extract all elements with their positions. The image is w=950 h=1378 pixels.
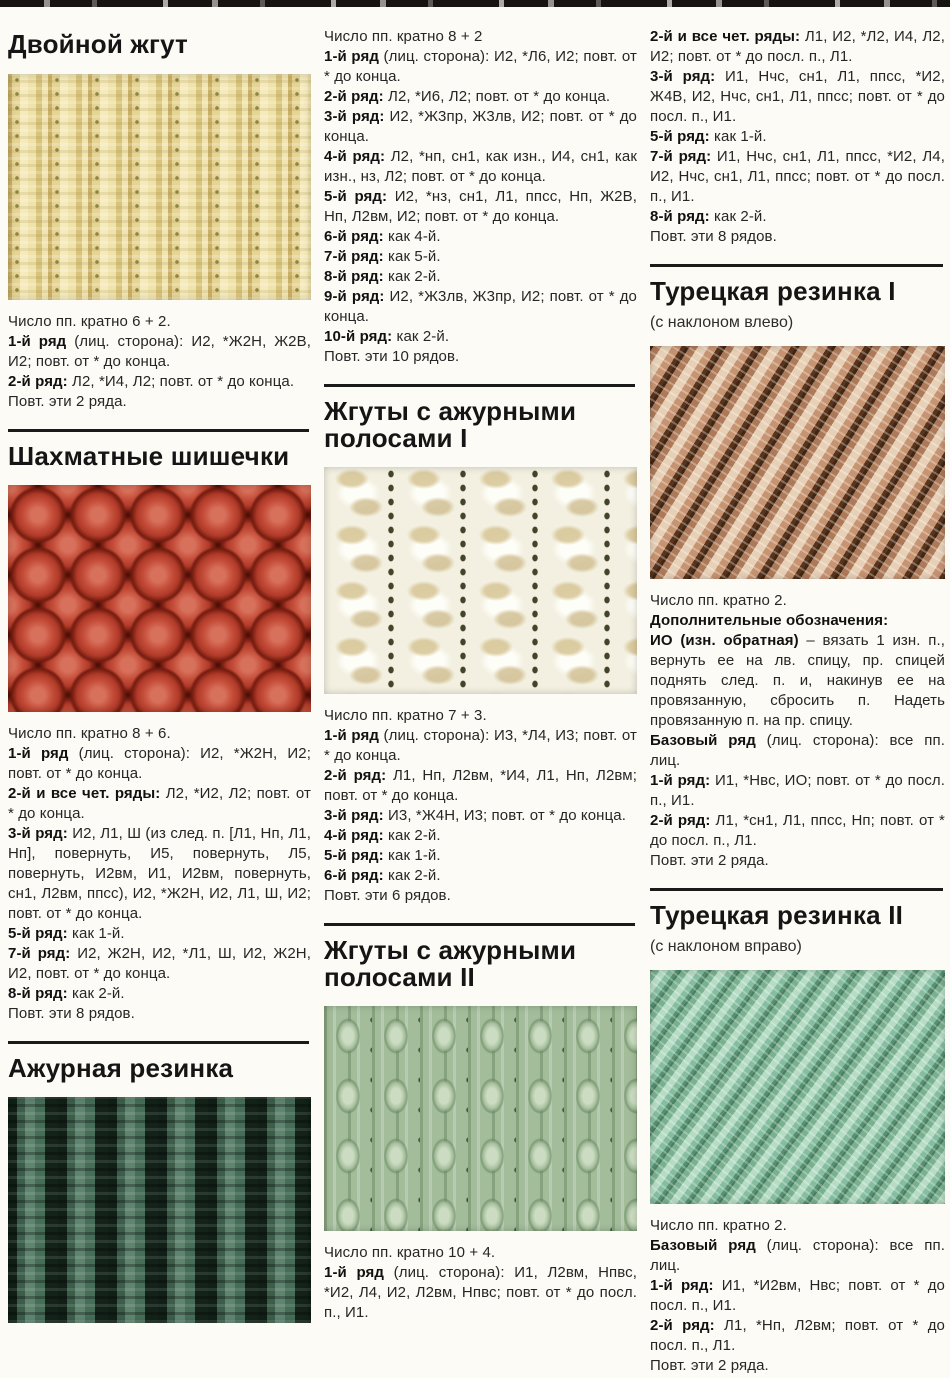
instruction-line	[650, 67, 945, 127]
instruction-line	[650, 731, 945, 771]
pattern-instructions	[8, 312, 311, 412]
column-2	[324, 15, 637, 1378]
row-label: 1-й ряд	[324, 1264, 385, 1281]
row-label: 2-й и все чет. ряды:	[8, 785, 161, 802]
instruction-line	[650, 147, 945, 207]
instruction-line	[324, 267, 637, 287]
section-divider	[650, 264, 943, 267]
row-text: Л2, *И2, Л2; повт. от * до конца.	[8, 785, 311, 822]
instruction-line	[650, 611, 945, 631]
row-text: Л1, *Нп, Л2вм; повт. от * до посл. п., Л1.	[650, 1317, 945, 1354]
column-3	[650, 15, 945, 1378]
row-text: И1, *Нвс, ИО; повт. от * до посл. п., И1.	[650, 772, 945, 809]
instruction-line	[650, 591, 945, 611]
row-label: ИО (изн. обратная)	[650, 632, 799, 649]
instruction-line	[650, 851, 945, 871]
instruction-line	[324, 247, 637, 267]
section-lace-rib	[8, 1055, 311, 1323]
row-text: Число пп. кратно 8 + 6.	[8, 725, 171, 742]
knit-swatch-photo-brown	[650, 346, 945, 579]
section-heading: Жгуты с ажурными полосами II	[324, 935, 577, 992]
row-text: (лиц. сторона): И1, Л2вм, Нпвс, *И2, Л4, И2, Л2вм, Нпвс; повт. от * до посл. п., И1.	[324, 1264, 638, 1321]
row-text: (лиц. сторона): И3, *Л4, И3; повт. от * до конца.	[324, 727, 638, 764]
instruction-line	[8, 724, 311, 744]
row-text: как 2-й.	[383, 827, 441, 844]
column-1	[8, 15, 311, 1378]
instruction-line	[8, 1004, 311, 1024]
instruction-line	[650, 1316, 945, 1356]
row-label: 1-й ряд	[8, 333, 67, 350]
instruction-line	[324, 1243, 637, 1263]
row-label: Дополнительные обозначения:	[650, 612, 889, 629]
section-heading: Двойной жгут	[8, 29, 188, 59]
row-label: 7-й ряд:	[8, 945, 71, 962]
row-label: 6-й ряд:	[324, 228, 384, 245]
row-label: 10-й ряд:	[324, 328, 393, 345]
section-divider	[8, 1041, 309, 1044]
row-text: (лиц. сторона): И2, *Ж2Н, И2; повт. от * до конца.	[8, 745, 311, 782]
row-text: – вязать 1 изн. п., вернуть ее на лв. спицу, пр. спицей поднять след. п. и, накинув ее на провязанную, сбросить п. Надеть провязанную п. на пр. спицу.	[650, 632, 945, 729]
instruction-line	[324, 826, 637, 846]
section-divider	[650, 888, 943, 891]
row-text: Число пп. кратно 10 + 4.	[324, 1244, 496, 1261]
row-text: Л1, *сн1, Л1, ппсс, Нп; повт. от * до посл. п., Л1.	[650, 812, 945, 849]
row-label: 8-й ряд:	[650, 208, 710, 225]
section-subtitle: (с наклоном вправо)	[650, 938, 802, 955]
instruction-line	[650, 1276, 945, 1316]
row-text: И2, *Ж3пр, Ж3лв, И2; повт. от * до конца.	[324, 108, 637, 145]
row-text: как 2-й.	[392, 328, 450, 345]
row-text: Повт. эти 2 ряда.	[8, 393, 127, 410]
row-text: Повт. эти 6 рядов.	[324, 887, 451, 904]
pattern-instructions	[650, 591, 945, 871]
instruction-line	[650, 771, 945, 811]
page-top-scan-artifact	[0, 0, 950, 7]
instruction-line	[8, 392, 311, 412]
row-label: 1-й ряд:	[650, 1277, 714, 1294]
instruction-line	[324, 766, 637, 806]
row-label: 3-й ряд:	[8, 825, 68, 842]
row-text: Л1, Нп, Л2вм, *И4, Л1, Нп, Л2вм; повт. от * до конца.	[324, 767, 637, 804]
instruction-line	[8, 924, 311, 944]
row-text: (лиц. сторона): И2, *Л6, И2; повт. от * до конца.	[324, 48, 638, 85]
section-subtitle: (с наклоном влево)	[650, 314, 794, 331]
instruction-line	[324, 706, 637, 726]
row-label: 7-й ряд:	[324, 248, 384, 265]
section-heading: Ажурная резинка	[8, 1053, 234, 1083]
instruction-line	[324, 347, 637, 367]
row-label: Базовый ряд	[650, 732, 756, 749]
instruction-line	[650, 127, 945, 147]
instruction-line	[8, 744, 311, 784]
row-text: (лиц. сторона): И2, *Ж2Н, Ж2В, И2; повт. от * до конца.	[8, 333, 312, 370]
row-text: как 2-й.	[383, 867, 441, 884]
instruction-line	[650, 1356, 945, 1376]
row-label: 2-й ряд:	[650, 812, 711, 829]
instruction-line	[324, 227, 637, 247]
pattern-instructions	[650, 1216, 945, 1376]
row-label: 5-й ряд:	[650, 128, 710, 145]
row-text: (лиц. сторона): все пп. лиц.	[650, 1237, 945, 1274]
row-label: Базовый ряд	[650, 1237, 756, 1254]
row-text: Число пп. кратно 2.	[650, 1217, 787, 1234]
knit-swatch-photo-sage-green	[324, 1006, 637, 1231]
row-text: И1, Нчс, сн1, Л1, ппсс, *И2, Л4, И2, Нчс, сн1, Л1, ппсс; повт. от * до посл. п., И1.	[650, 148, 945, 205]
section-double-cable	[8, 31, 311, 412]
row-label: 9-й ряд:	[324, 288, 385, 305]
instruction-line	[8, 984, 311, 1004]
instruction-line	[650, 27, 945, 67]
pattern-instructions	[8, 724, 311, 1024]
row-text: И3, *Ж4Н, И3; повт. от * до конца.	[383, 807, 626, 824]
row-label: 6-й ряд:	[324, 867, 384, 884]
row-label: 2-й ряд:	[650, 1317, 715, 1334]
row-text: как 2-й.	[709, 208, 767, 225]
section-cables-lace-stripes-1	[324, 398, 637, 906]
knit-swatch-photo-cream	[324, 467, 637, 694]
row-label: 3-й ряд:	[324, 807, 384, 824]
knit-swatch-photo-red	[8, 485, 311, 712]
section-heading: Жгуты с ажурными полосами I	[324, 396, 577, 453]
row-label: 2-й и все чет. ряды:	[650, 28, 801, 45]
row-text: как 2-й.	[383, 268, 441, 285]
row-label: 2-й ряд:	[8, 373, 68, 390]
instruction-line	[650, 1236, 945, 1276]
instruction-line	[8, 784, 311, 824]
knit-swatch-photo-mint-green	[650, 970, 945, 1204]
section-turkish-rib-1	[650, 278, 945, 871]
instruction-line	[324, 287, 637, 327]
instruction-line	[8, 332, 311, 372]
row-label: 2-й ряд:	[324, 88, 384, 105]
row-text: Число пп. кратно 2.	[650, 592, 787, 609]
section-continued-instructions	[650, 27, 945, 247]
instruction-line	[324, 726, 637, 766]
section-divider	[8, 429, 309, 432]
row-label: 8-й ряд:	[8, 985, 68, 1002]
row-text: Повт. эти 8 рядов.	[650, 228, 777, 245]
pattern-instructions	[324, 1243, 637, 1323]
instruction-line	[324, 327, 637, 347]
row-text: Повт. эти 2 ряда.	[650, 1357, 769, 1374]
row-text: Повт. эти 2 ряда.	[650, 852, 769, 869]
row-text: И1, *И2вм, Нвс; повт. от * до посл. п., И1.	[650, 1277, 945, 1314]
row-text: как 1-й.	[383, 847, 441, 864]
row-label: 4-й ряд:	[324, 148, 386, 165]
instruction-line	[324, 87, 637, 107]
instruction-line	[8, 944, 311, 984]
row-text: Число пп. кратно 7 + 3.	[324, 707, 487, 724]
row-label: 1-й ряд	[324, 48, 379, 65]
row-text: Число пп. кратно 6 + 2.	[8, 313, 171, 330]
row-label: 1-й ряд	[8, 745, 69, 762]
row-text: как 2-й.	[67, 985, 125, 1002]
row-text: как 4-й.	[383, 228, 441, 245]
instruction-line	[324, 47, 637, 87]
row-text: Повт. эти 8 рядов.	[8, 1005, 135, 1022]
row-text: как 1-й.	[709, 128, 767, 145]
instruction-line	[650, 1216, 945, 1236]
instruction-line	[650, 631, 945, 731]
section-continued-instructions	[324, 27, 637, 367]
instruction-line	[324, 107, 637, 147]
row-label: 3-й ряд:	[324, 108, 385, 125]
row-text: Л1, И2, *Л2, И4, Л2, И2; повт. от * до посл. п., Л1.	[650, 28, 945, 65]
section-heading: Турецкая резинка I	[650, 276, 896, 306]
instruction-line	[8, 312, 311, 332]
instruction-line	[324, 866, 637, 886]
row-text: И2, *Ж3лв, Ж3пр, И2; повт. от * до конца.	[324, 288, 637, 325]
row-label: 2-й ряд:	[324, 767, 387, 784]
instruction-line	[324, 27, 637, 47]
row-text: (лиц. сторона): все пп. лиц.	[650, 732, 945, 769]
section-cables-lace-stripes-2	[324, 937, 637, 1323]
instruction-line	[324, 147, 637, 187]
instruction-line	[8, 824, 311, 924]
section-heading: Шахматные шишечки	[8, 441, 290, 471]
instruction-line	[650, 227, 945, 247]
instruction-line	[324, 806, 637, 826]
instruction-line	[8, 372, 311, 392]
pattern-instructions	[324, 27, 637, 367]
row-text: Л2, *И6, Л2; повт. от * до конца.	[383, 88, 611, 105]
row-text: И1, Нчс, сн1, Л1, ппсс, *И2, Ж4В, И2, Нчс, сн1, Л1, ппсс; повт. от * до посл. п., И1.	[650, 68, 945, 125]
row-text: Л2, *И4, Л2; повт. от * до конца.	[67, 373, 295, 390]
row-label: 5-й ряд:	[324, 188, 388, 205]
row-text: Повт. эти 10 рядов.	[324, 348, 460, 365]
row-text: как 1-й.	[67, 925, 125, 942]
section-divider	[324, 384, 635, 387]
instruction-line	[324, 1263, 637, 1323]
row-text: как 5-й.	[383, 248, 441, 265]
row-label: 5-й ряд:	[324, 847, 384, 864]
instruction-line	[324, 886, 637, 906]
row-label: 3-й ряд:	[650, 68, 716, 85]
pattern-instructions	[650, 27, 945, 247]
row-label: 4-й ряд:	[324, 827, 384, 844]
row-label: 7-й ряд:	[650, 148, 712, 165]
instruction-line	[324, 846, 637, 866]
knit-swatch-photo-yellow	[8, 74, 311, 300]
scanned-book-page	[0, 7, 950, 1374]
row-text: И2, Ж2Н, И2, *Л1, Ш, И2, Ж2Н, И2, повт. от * до конца.	[8, 945, 311, 982]
row-text: И2, Л1, Ш (из след. п. [Л1, Нп, Л1, Нп], повернуть, И5, повернуть, Л5, повернуть, И2вм, И1, И2вм, повернуть, сн1, Л2вм, ппсс), И2, *Ж2Н, И2, Л1, Ш, И2; повт. от * до конца.	[8, 825, 311, 922]
section-divider	[324, 923, 635, 926]
row-text: И2, *нз, сн1, Л1, ппсс, Нп, Ж2В, Нп, Л2вм, И2; повт. от * до конца.	[324, 188, 637, 225]
section-heading: Турецкая резинка II	[650, 900, 904, 930]
instruction-line	[650, 811, 945, 851]
instruction-line	[324, 187, 637, 227]
row-label: 1-й ряд:	[650, 772, 711, 789]
row-label: 1-й ряд	[324, 727, 379, 744]
section-checkerboard-bobbles	[8, 443, 311, 1024]
instruction-line	[650, 207, 945, 227]
row-text: Л2, *нп, сн1, как изн., И4, сн1, как изн., нз, Л2; повт. от * до конца.	[324, 148, 637, 185]
section-turkish-rib-2	[650, 902, 945, 1376]
row-label: 8-й ряд:	[324, 268, 384, 285]
pattern-instructions	[324, 706, 637, 906]
knit-swatch-photo-dark-green	[8, 1097, 311, 1323]
row-label: 5-й ряд:	[8, 925, 68, 942]
row-text: Число пп. кратно 8 + 2	[324, 28, 483, 45]
